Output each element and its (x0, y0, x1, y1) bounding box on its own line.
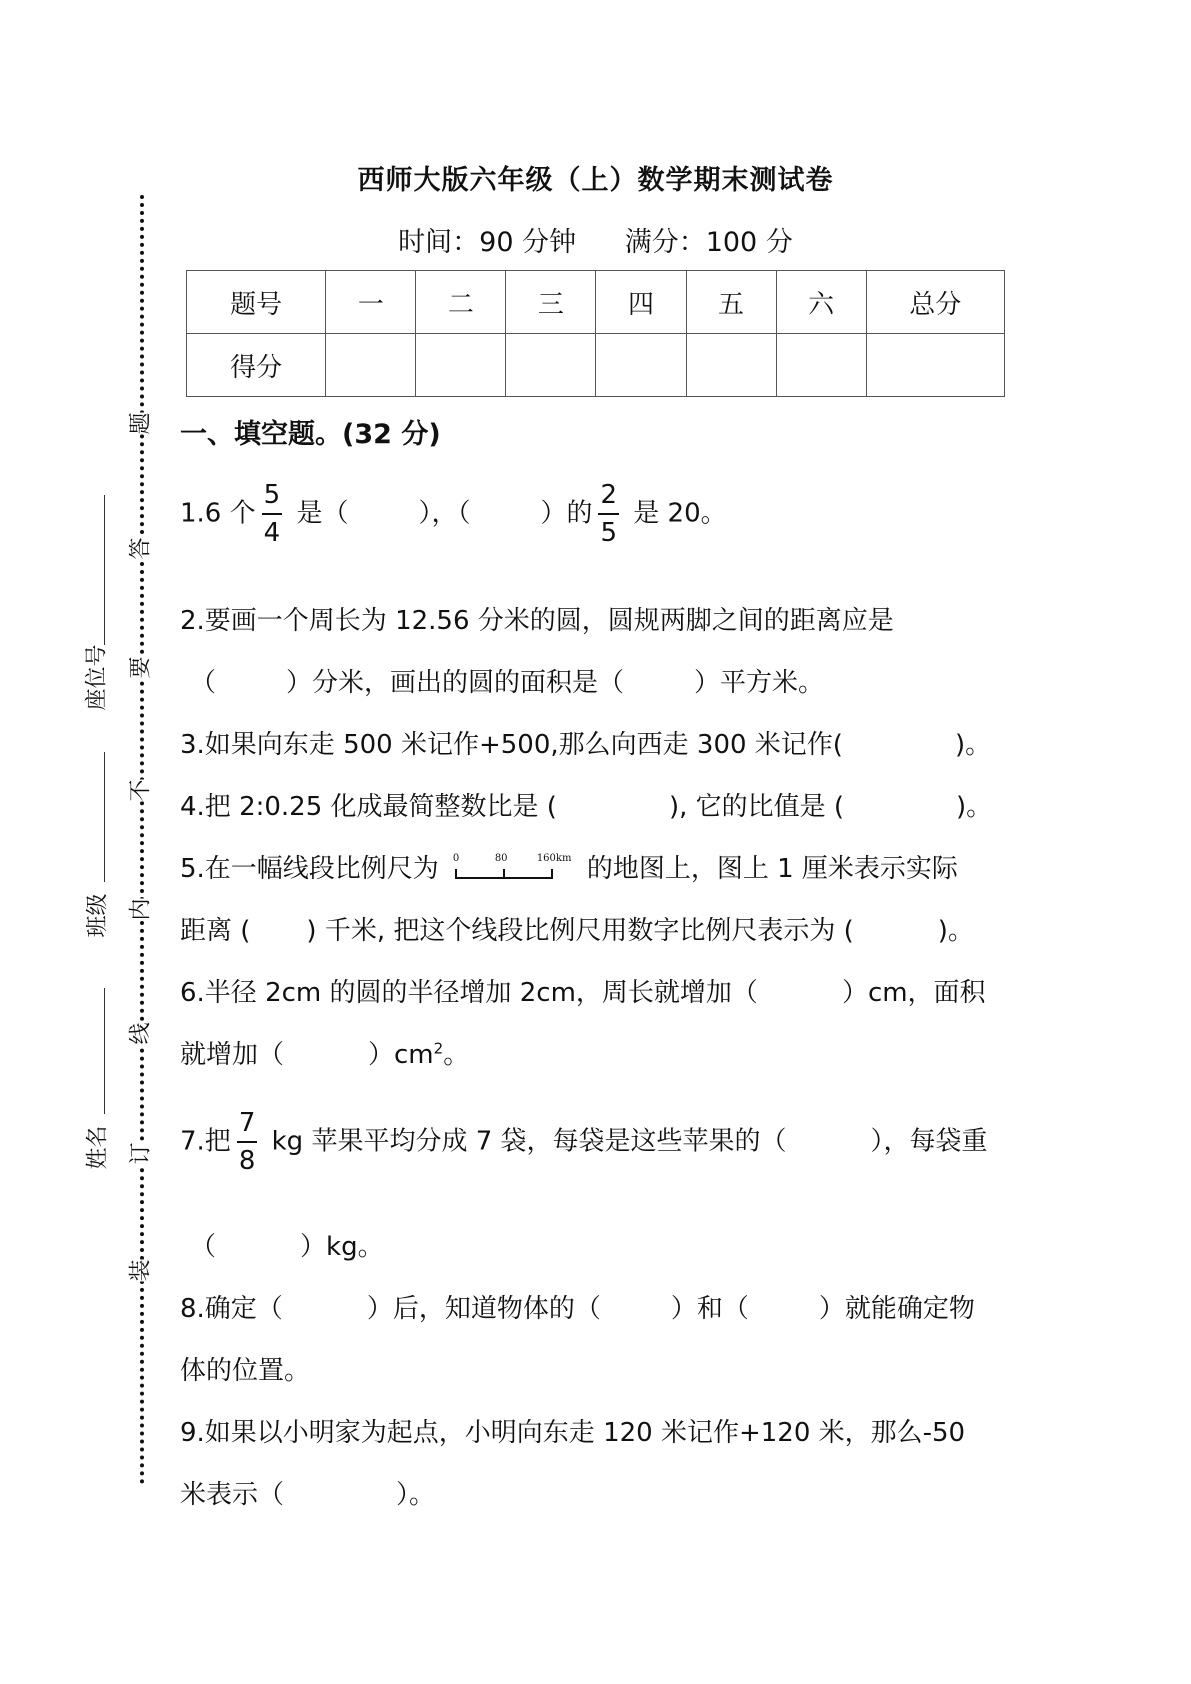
binding-word: 内 (124, 898, 155, 920)
table-cell: 题号 (187, 271, 326, 334)
question-8-line2: 体的位置。 (180, 1356, 311, 1386)
binding-word: 要 (124, 656, 155, 678)
fraction: $\frac{2}{5}$ (600, 480, 618, 548)
question-9-line2: 米表示（ ）。 (180, 1480, 436, 1510)
seat-number-field[interactable] (104, 495, 105, 645)
question-5: 5.在一幅线段比例尺为 0 80 160km 的地图上，图上 1 厘米表示实际 (180, 852, 958, 884)
question-7-line2: （ ）kg。 (190, 1232, 384, 1262)
fraction: $\frac{5}{4}$ (263, 480, 281, 548)
name-label: 姓名 (85, 1125, 111, 1170)
score-cell[interactable] (596, 334, 686, 397)
question-3: 3.如果向东走 500 米记作+500,那么向西走 300 米记作( )。 (180, 730, 992, 760)
binding-word: 装 (124, 1259, 155, 1281)
score-table-header-row (187, 271, 1005, 334)
question-6-line2: 就增加（ ）$cm^2$。 (180, 1039, 470, 1070)
score-table (186, 270, 1005, 397)
question-text: ）的 (540, 498, 593, 529)
question-9: 9.如果以小明家为起点，小明向东走 120 米记作+120 米，那么-50 (180, 1418, 966, 1448)
table-cell: 一 (326, 271, 416, 334)
question-8: 8.确定（ ）后，知道物体的（ ）和（ ）就能确定物 (180, 1294, 975, 1324)
table-cell: 五 (686, 271, 776, 334)
score-cell[interactable] (326, 334, 416, 397)
question-text: 1.6 个 (180, 498, 256, 529)
exam-time: 时间：90 分钟 (398, 227, 577, 258)
score-cell[interactable] (866, 334, 1004, 397)
question-6: 6.半径 2cm 的圆的半径增加 2cm，周长就增加（ ）cm，面积 (180, 978, 986, 1008)
seat-number-label: 座位号 (84, 644, 110, 711)
binding-word: 线 (124, 1022, 155, 1044)
question-2-line2: （ ）分米，画出的圆的面积是（ ）平方米。 (190, 668, 825, 698)
score-cell[interactable] (506, 334, 596, 397)
score-cell[interactable] (686, 334, 776, 397)
fraction: $\frac{7}{8}$ (238, 1108, 256, 1176)
question-7: 7.把 $\frac{7}{8}$ kg 苹果平均分成 7 袋，每袋是这些苹果的（ ），每袋重 (180, 1108, 988, 1176)
table-cell: 三 (506, 271, 596, 334)
table-cell: 得分 (187, 334, 326, 397)
page-title: 西师大版六年级（上）数学期末测试卷 (357, 165, 834, 196)
score-table-score-row (187, 334, 1005, 397)
question-text: 是 20。 (633, 498, 727, 529)
score-cell[interactable] (416, 334, 506, 397)
question-text: ），（ (418, 498, 471, 529)
section-title: 一、填空题。(32 分) (180, 419, 441, 450)
name-field[interactable] (104, 988, 105, 1114)
binding-word: 答 (124, 537, 155, 559)
question-5-line2: 距离 ( ) 千米, 把这个线段比例尺用数字比例尺表示为 ( )。 (180, 916, 974, 946)
question-text: 是（ (296, 498, 349, 529)
table-cell: 二 (416, 271, 506, 334)
class-label: 班级 (85, 893, 111, 938)
question-1 (180, 482, 727, 546)
binding-word: 题 (124, 412, 155, 434)
binding-word: 不 (124, 779, 155, 801)
table-cell: 四 (596, 271, 686, 334)
score-cell[interactable] (776, 334, 866, 397)
table-cell: 总分 (866, 271, 1004, 334)
question-4: 4.把 2:0.25 化成最简整数比是 ( ), 它的比值是 ( )。 (180, 792, 993, 822)
question-2: 2.要画一个周长为 12.56 分米的圆，圆规两脚之间的距离应是 (180, 606, 894, 636)
table-cell: 六 (776, 271, 866, 334)
exam-full-score: 满分：100 分 (624, 227, 793, 258)
binding-word: 订 (124, 1142, 155, 1164)
class-field[interactable] (104, 752, 105, 882)
line-scale-figure: 0 80 160km (451, 855, 569, 885)
exam-meta (0, 220, 1191, 259)
binding-dotted-line (140, 195, 144, 1485)
